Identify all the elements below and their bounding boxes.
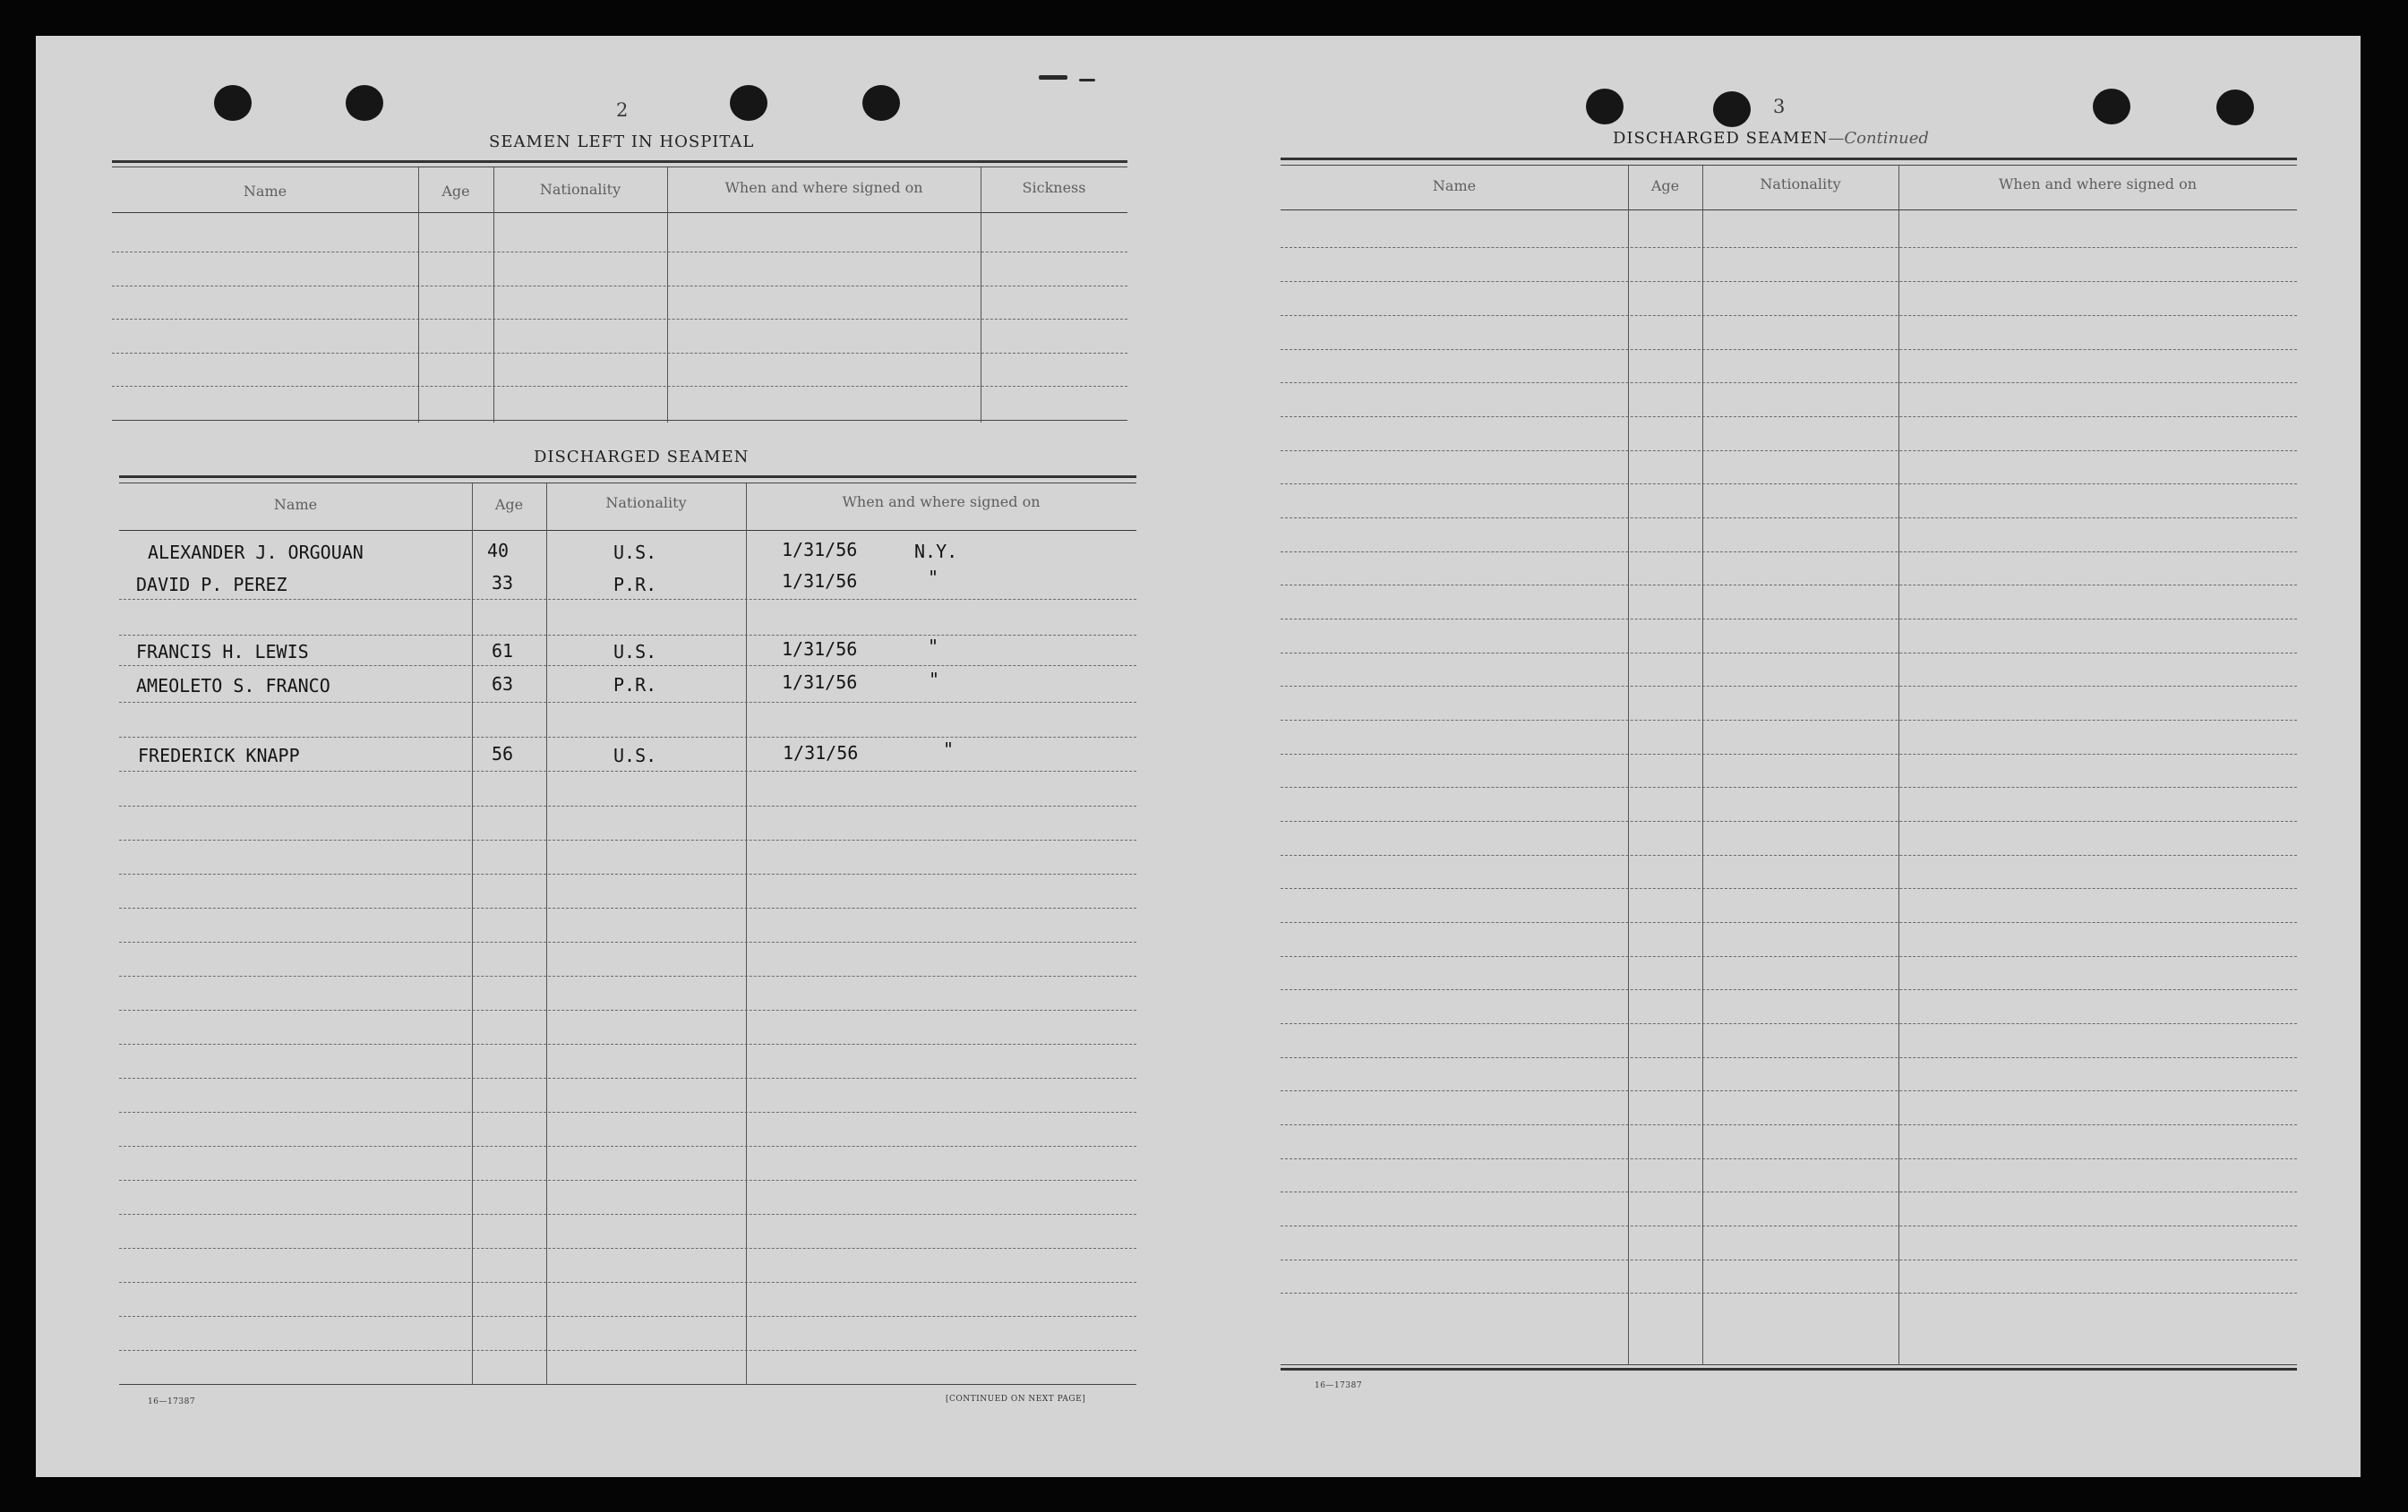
discharged-continued-title (1613, 129, 1929, 148)
column-header-name: Name (243, 183, 287, 200)
title-continued: —Continued (1828, 129, 1929, 148)
column-header-nationality: Nationality (539, 181, 621, 198)
column-header-age: Age (1650, 177, 1680, 194)
signed-on-date: 1/31/56 (782, 638, 858, 660)
signed-on-place: " (928, 567, 939, 588)
seaman-age: 63 (492, 673, 514, 695)
seaman-name: ALEXANDER J. ORGOUAN (148, 542, 364, 563)
seaman-age: 33 (492, 572, 514, 594)
seaman-nationality: P.R. (613, 574, 657, 595)
signed-on-place: " (943, 739, 955, 760)
binder-hole (862, 85, 900, 121)
scan-mark (1039, 75, 1067, 80)
column-header-when-where: When and where signed on (842, 493, 1041, 510)
seaman-nationality: P.R. (613, 674, 657, 696)
signed-on-place: " (929, 669, 940, 690)
hospital-section-title: SEAMEN LEFT IN HOSPITAL (489, 132, 755, 151)
seaman-age: 56 (492, 743, 514, 765)
binder-hole (1586, 89, 1624, 124)
page-number-right: 3 (1773, 96, 1786, 117)
column-header-name: Name (273, 496, 318, 513)
page-number-left: 2 (616, 99, 629, 121)
column-header-name: Name (1432, 177, 1477, 194)
column-header-nationality: Nationality (1760, 175, 1841, 192)
signed-on-date: 1/31/56 (783, 742, 859, 764)
seaman-name: FRANCIS H. LEWIS (136, 641, 309, 662)
continued-note: [CONTINUED ON NEXT PAGE] (946, 1395, 1086, 1404)
column-header-age: Age (441, 183, 470, 200)
form-number-left: 16—17387 (148, 1397, 196, 1406)
seaman-age: 40 (487, 540, 510, 561)
signed-on-place: " (928, 636, 939, 657)
title-main: DISCHARGED SEAMEN (1613, 129, 1829, 148)
seaman-name: AMEOLETO S. FRANCO (136, 675, 330, 696)
column-header-age: Age (494, 496, 524, 513)
seaman-name: DAVID P. PEREZ (136, 574, 287, 595)
form-number-right: 16—17387 (1315, 1381, 1363, 1390)
binder-hole (2216, 90, 2254, 125)
discharged-continued-table (1281, 158, 2297, 1375)
column-header-when-where: When and where signed on (724, 179, 923, 196)
seaman-nationality: U.S. (613, 745, 657, 766)
column-header-nationality: Nationality (605, 494, 687, 511)
scan-mark (1079, 79, 1095, 81)
binder-hole (346, 85, 383, 121)
signed-on-date: 1/31/56 (782, 539, 858, 560)
signed-on-date: 1/31/56 (782, 671, 858, 693)
binder-hole (214, 85, 252, 121)
seaman-nationality: U.S. (613, 542, 657, 563)
seaman-nationality: U.S. (613, 641, 657, 662)
signed-on-place: N.Y. (914, 541, 958, 562)
column-header-when-where: When and where signed on (1998, 175, 2198, 192)
binder-hole (2093, 89, 2130, 124)
seaman-name: FREDERICK KNAPP (138, 745, 300, 766)
column-header-sickness: Sickness (1022, 179, 1086, 196)
binder-hole (1713, 91, 1751, 127)
signed-on-date: 1/31/56 (782, 570, 858, 592)
hospital-table (112, 160, 1127, 424)
binder-hole (730, 85, 767, 121)
seaman-age: 61 (492, 640, 514, 662)
discharged-section-title: DISCHARGED SEAMEN (534, 448, 750, 466)
discharged-table (119, 475, 1136, 1388)
